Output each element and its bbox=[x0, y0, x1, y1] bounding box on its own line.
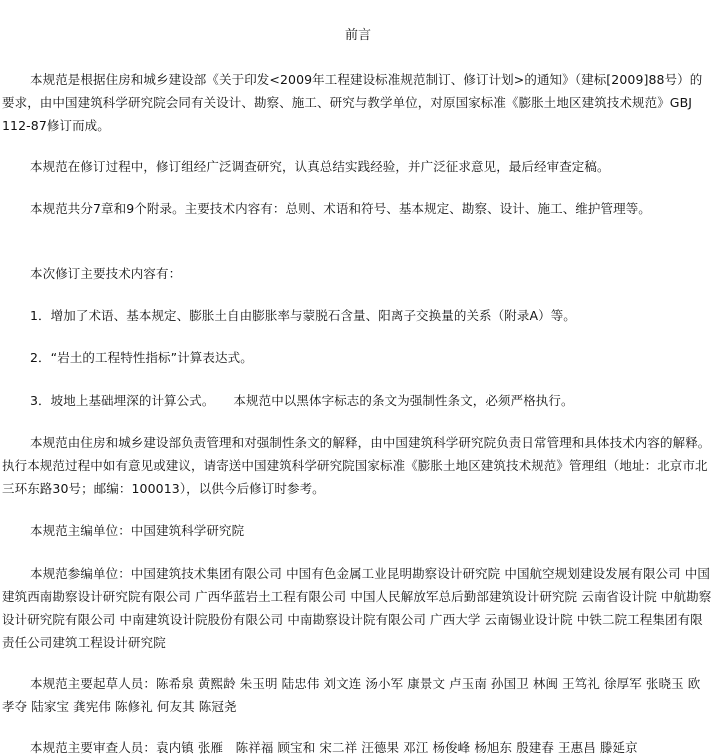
paragraph-reviewers: 本规范主要审查人员：袁内镇 张雁 陈祥福 顾宝和 宋二祥 汪德果 邓江 杨俊峰 杨旭东 殷建春 王惠昌 滕延京 bbox=[30, 740, 638, 754]
paragraph-management: 本规范由住房和城乡建设部负责管理和对强制性条文的解释，由中国建筑科学研究院负责日常管理和具体技术内容的解释。执行本规范过程中如有意见或建议，请寄送中国建筑科学研究院国家标准《膨胀土地区建筑技术规范》管理组（地址：北京市北三环东路30号；邮编：100013），以供今后修订时参考。 bbox=[2, 435, 711, 496]
paragraph-change-1: 1．增加了术语、基本规定、膨胀土自由膨胀率与蒙脱石含量、阳离子交换量的关系（附录A）等。 bbox=[30, 308, 576, 323]
page-title: 前言 bbox=[344, 28, 371, 43]
paragraph-chief-editor: 本规范主编单位：中国建筑科学研究院 bbox=[30, 523, 245, 538]
paragraph-background: 本规范是根据住房和城乡建设部《关于印发<2009年工程建设标准规范制订、修订计划>的通知》（建标[2009]88号）的要求，由中国建筑科学研究院会同有关设计、勘察、施工、研究与教学单位，对原国家标准《膨胀土地区建筑技术规范》GBJ 112-87修订而成。 bbox=[2, 72, 703, 133]
paragraph-change-2: 2．“岩土的工程特性指标”计算表达式。 bbox=[30, 350, 253, 365]
paragraph-main-changes-heading: 本次修订主要技术内容有： bbox=[30, 266, 182, 281]
paragraph-change-3: 3．坡地上基础埋深的计算公式。 本规范中以黑体字标志的条文为强制性条文，必须严格执行。 bbox=[30, 393, 574, 408]
paragraph-drafters: 本规范主要起草人员：陈希泉 黄熙龄 朱玉明 陆忠伟 刘文连 汤小军 康景文 卢玉南 孙国卫 林闽 王笃礼 徐厚军 张晓玉 欧孝夺 陆家宝 龚宪伟 陈修礼 何友其 陈冠尧 bbox=[2, 676, 701, 714]
paragraph-contents: 本规范共分7章和9个附录。主要技术内容有：总则、术语和符号、基本规定、勘察、设计、施工、维护管理等。 bbox=[30, 201, 651, 216]
paragraph-participating-units: 本规范参编单位：中国建筑技术集团有限公司 中国有色金属工业昆明勘察设计研究院 中国航空规划建设发展有限公司 中国建筑西南勘察设计研究院有限公司 广西华蓝岩土工程有限公司 中国人民解放军总后勤部建筑设计研究院 云南省设计院 中航勘察设计研究院有限公司 中南建筑设计院股份有限公司 中南勘察设计院有限公司 广西大学 云南锡业设计院 中铁二院工程集团有限责任公司建筑工程设计研究院 bbox=[2, 566, 712, 650]
paragraph-revision-process: 本规范在修订过程中，修订组经广泛调查研究，认真总结实践经验，并广泛征求意见，最后经审查定稿。 bbox=[30, 159, 610, 174]
